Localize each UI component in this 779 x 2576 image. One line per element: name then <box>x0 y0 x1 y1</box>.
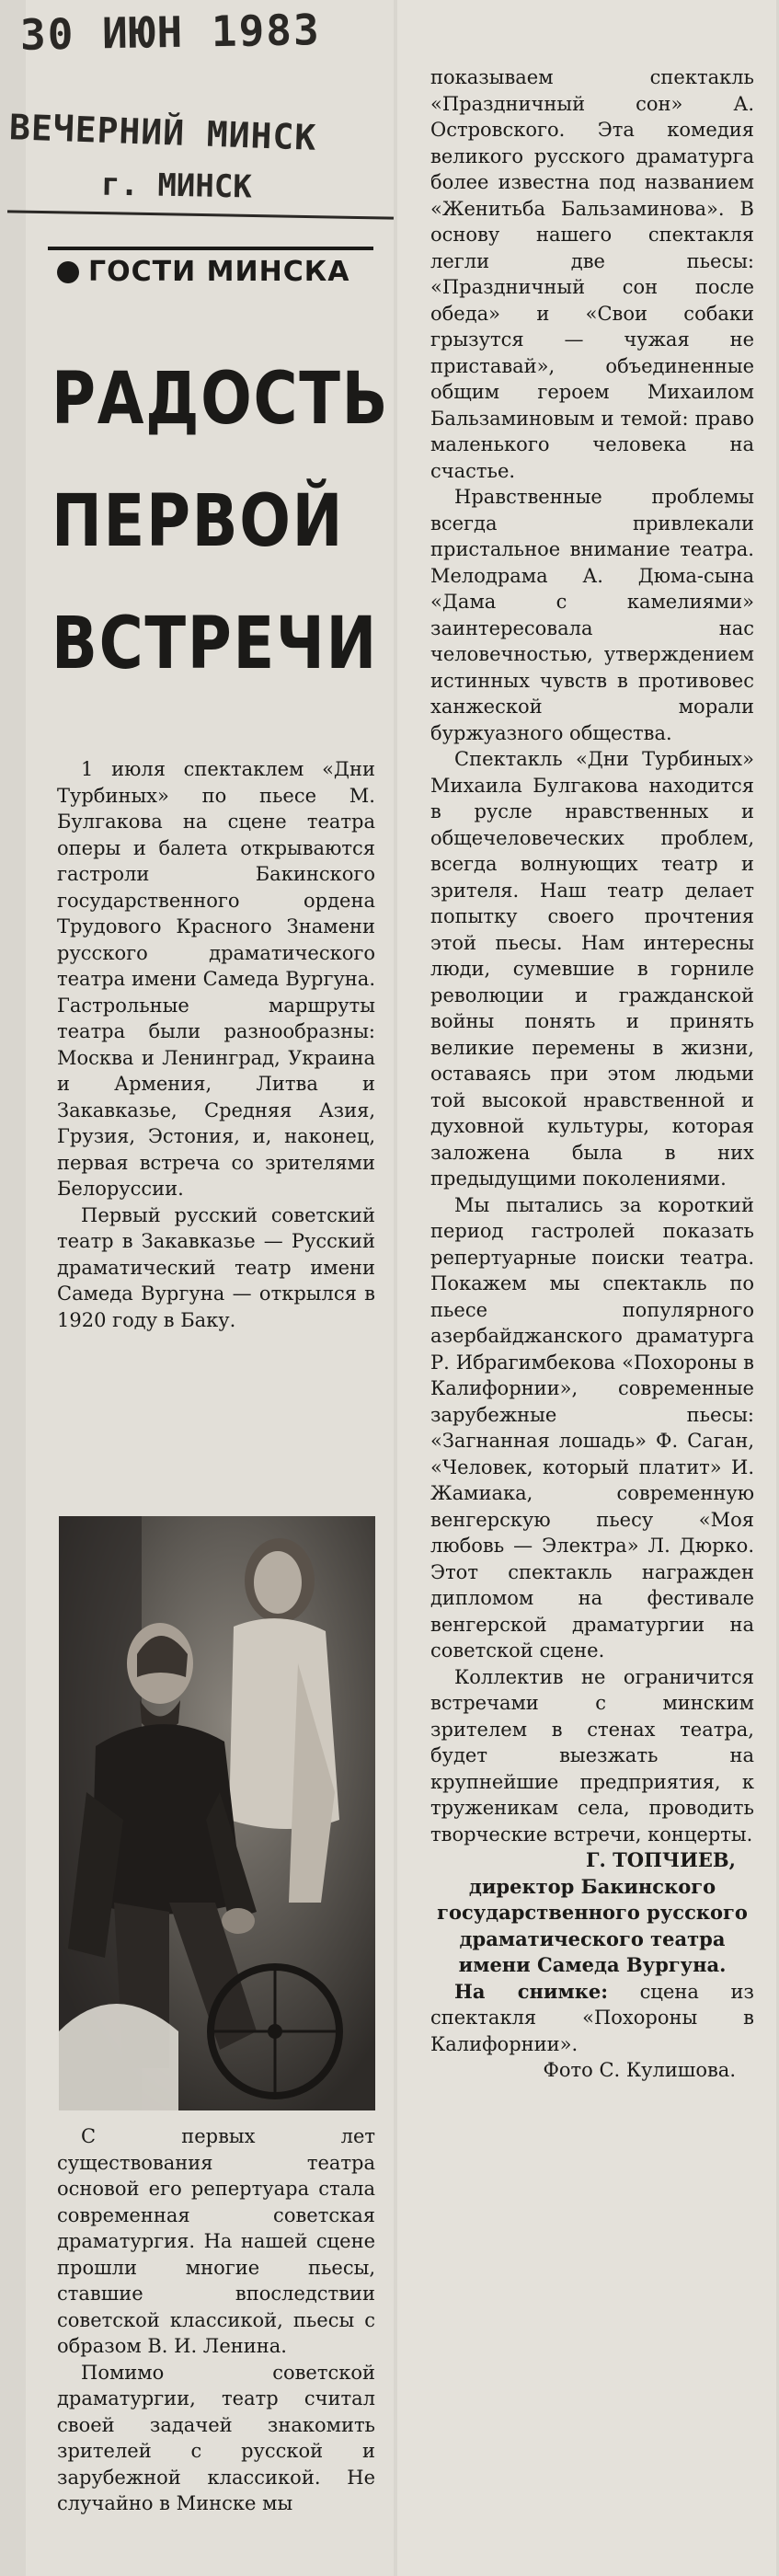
caption-label: На снимке: <box>454 1979 608 2003</box>
paragraph: Коллектив не ограничится встречами с минским зрителем в стенах театра, будет выезжать на крупнейшие предприятия, к труженикам села, проводить творческие встречи, концерты. <box>430 1665 754 1846</box>
rubric-rule <box>48 247 373 250</box>
rubric <box>57 256 349 288</box>
article-body-left-bottom <box>57 2123 375 2517</box>
photo-scene-image <box>59 1516 375 2110</box>
headline-line: РАДОСТЬ <box>52 358 390 441</box>
stage-photo <box>59 1516 375 2110</box>
article-body-right <box>430 64 754 2084</box>
paragraph: 1 июля спектаклем «Дни Турбиных» по пьесе М. Булгакова на сцене театра оперы и балета открываются гастроли Бакинского государственного ордена Трудового Красного Знамени русского драматического театра имени Самеда Вургуна. Гастрольные маршруты театра были разнообразны: Москва и Ленинград, Украина и Армения, Литва и Закавказье, Средняя Азия, Грузия, Эстония, и, наконец, первая встреча со зрителями Белоруссии. <box>57 758 375 1200</box>
caption-text: сцена из спектакля «Похороны в Калифорнии». <box>430 1980 754 2055</box>
article-body-left-top <box>57 756 375 1333</box>
headline-line: ПЕРВОЙ <box>52 480 345 563</box>
date-stamp: 30 ИЮН 1983 <box>19 5 322 60</box>
paragraph: Нравственные проблемы всегда привлекали пристальное внимание театра. Мелодрама А. Дюма-сына «Дама с камелиями» заинтересовала нас человечностью, утверждением истинных чувств в противовес ханжеской морали буржуазного общества. <box>430 486 754 744</box>
bullet-icon <box>57 261 79 283</box>
headline <box>52 339 390 706</box>
author-title: директор Бакинского государственного русского драматического театра имени Самеда Вургуна. <box>437 1874 748 1976</box>
paragraph: Спектакль «Дни Турбиных» Михаила Булгакова находится в русле нравственных и общечеловеческих проблем, всегда волнующих театр и зрителя. Наш театр делает попытку своего прочтения этой пьесы. Нам интересны люди, сумевшие в горниле революции и гражданской войны понять и принять великие перемены в жизни, оставаясь при этом людьми той высокой нравственной и духовной культуры, которая заложена была в них предыдущими поколениями. <box>430 748 754 1190</box>
photo-credit: Фото С. Кулишова. <box>543 2059 736 2081</box>
paragraph: показываем спектакль «Праздничный сон» А. Островского. Эта комедия великого русского драматурга более известна под названием «Женитьба Бальзаминова». В основу нашего спектакля легли две пьесы: «Праздничный сон после обеда» и «Свои собаки грызутся — чужая не приставай», объединенные общим героем Михаилом Бальзаминовым и темой: право маленького человека на счастье. <box>430 66 754 482</box>
author-name: Г. ТОПЧИЕВ, <box>586 1848 736 1871</box>
rubric-label: ГОСТИ МИНСКА <box>88 256 350 288</box>
paragraph: Первый русский советский театр в Закавказье — Русский драматический театр имени Самеда Вургуна — открылся в 1920 году в Баку. <box>57 1203 375 1331</box>
paragraph: Мы пытались за короткий период гастролей показать репертуарные поиски театра. Покажем мы спектакль по пьесе популярного азербайджанского драматурга Р. Ибрагимбекова «Похороны в Калифорнии», современные зарубежные пьесы: «Загнанная лошадь» Ф. Саган, «Человек, который платит» И. Жамиака, современную венгерскую пьесу «Моя любовь — Электра» Л. Дюрко. Этот спектакль награжден дипломом на фестивале венгерской драматургии на советской сцене. <box>430 1193 754 1662</box>
headline-line: ВСТРЕЧИ <box>52 603 379 685</box>
city-stamp: г. МИНСК <box>100 166 253 206</box>
newspaper-stamp: ВЕЧЕРНИЙ МИНСК <box>8 107 317 158</box>
photo-caption <box>430 1979 754 2058</box>
paragraph: Помимо советской драматургии, театр считал своей задачей знакомить зрителей с русской и зарубежной классикой. Не случайно в Минске мы <box>57 2361 375 2514</box>
paragraph: С первых лет существования театра основой его репертуара стала современная советская драматургия. На нашей сцене прошли многие пьесы, ставшие впоследствии советской классикой, пьесы с образом В. И. Ленина. <box>57 2125 375 2357</box>
